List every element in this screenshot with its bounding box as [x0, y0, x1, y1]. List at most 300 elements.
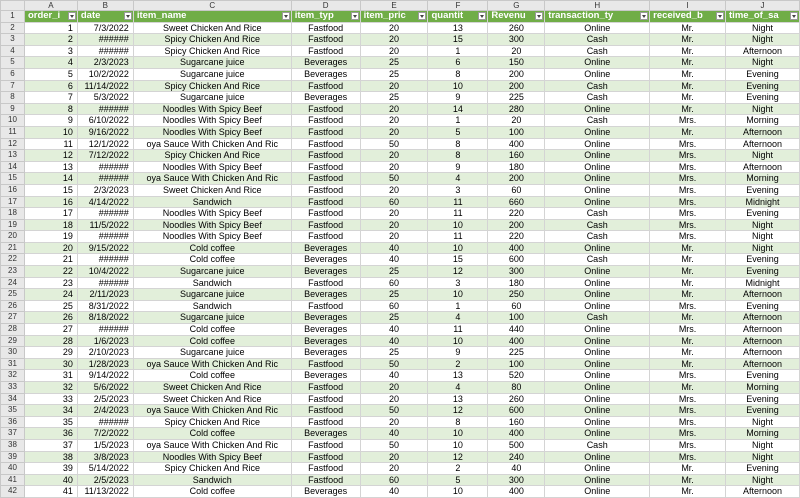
- quantity-cell[interactable]: 4: [428, 312, 488, 324]
- quantity-cell[interactable]: 9: [428, 161, 488, 173]
- quantity-cell[interactable]: 2: [428, 358, 488, 370]
- quantity-cell[interactable]: 3: [428, 184, 488, 196]
- item-price-cell[interactable]: 60: [360, 300, 428, 312]
- quantity-cell[interactable]: 1: [428, 115, 488, 127]
- row-number[interactable]: 6: [1, 68, 25, 80]
- time-of-sale-cell[interactable]: Morning: [726, 115, 800, 127]
- received-by-cell[interactable]: Mrs.: [650, 451, 726, 463]
- order-id-cell[interactable]: 5: [24, 68, 77, 80]
- column-letter[interactable]: G: [488, 1, 545, 11]
- transaction-type-cell[interactable]: Online: [545, 393, 650, 405]
- quantity-cell[interactable]: 11: [428, 324, 488, 336]
- time-of-sale-cell[interactable]: Evening: [726, 463, 800, 475]
- revenue-cell[interactable]: 200: [488, 80, 545, 92]
- time-of-sale-cell[interactable]: Evening: [726, 208, 800, 220]
- column-letter[interactable]: J: [726, 1, 800, 11]
- item-price-cell[interactable]: 50: [360, 439, 428, 451]
- item-type-cell[interactable]: Fastfood: [291, 80, 360, 92]
- header-cell[interactable]: [545, 11, 650, 23]
- item-type-cell[interactable]: Fastfood: [291, 231, 360, 243]
- time-of-sale-cell[interactable]: Night: [726, 34, 800, 46]
- received-by-cell[interactable]: Mr.: [650, 242, 726, 254]
- item-price-cell[interactable]: 40: [360, 254, 428, 266]
- row-number[interactable]: 37: [1, 428, 25, 440]
- header-cell[interactable]: [726, 11, 800, 23]
- row-number[interactable]: 2: [1, 22, 25, 34]
- time-of-sale-cell[interactable]: Night: [726, 57, 800, 69]
- item-name-cell[interactable]: Noodles With Spicy Beef: [133, 161, 291, 173]
- date-cell[interactable]: 2/4/2023: [77, 405, 133, 417]
- transaction-type-cell[interactable]: Online: [545, 138, 650, 150]
- date-cell[interactable]: 2/5/2023: [77, 393, 133, 405]
- filter-dropdown-icon[interactable]: [124, 12, 132, 20]
- item-name-cell[interactable]: Noodles With Spicy Beef: [133, 126, 291, 138]
- row-number[interactable]: 30: [1, 347, 25, 359]
- row-number[interactable]: 4: [1, 45, 25, 57]
- date-cell[interactable]: ######: [77, 324, 133, 336]
- item-price-cell[interactable]: 25: [360, 92, 428, 104]
- transaction-type-cell[interactable]: Online: [545, 463, 650, 475]
- received-by-cell[interactable]: Mr.: [650, 382, 726, 394]
- transaction-type-cell[interactable]: Online: [545, 161, 650, 173]
- revenue-cell[interactable]: 440: [488, 324, 545, 336]
- revenue-cell[interactable]: 400: [488, 486, 545, 498]
- item-name-cell[interactable]: Sugarcane juice: [133, 68, 291, 80]
- column-letter[interactable]: D: [291, 1, 360, 11]
- date-cell[interactable]: 2/5/2023: [77, 474, 133, 486]
- item-name-cell[interactable]: oya Sauce With Chicken And Ric: [133, 358, 291, 370]
- quantity-cell[interactable]: 10: [428, 439, 488, 451]
- quantity-cell[interactable]: 10: [428, 335, 488, 347]
- order-id-cell[interactable]: 33: [24, 393, 77, 405]
- order-id-cell[interactable]: 2: [24, 34, 77, 46]
- transaction-type-cell[interactable]: Online: [545, 242, 650, 254]
- received-by-cell[interactable]: Mrs.: [650, 196, 726, 208]
- item-price-cell[interactable]: 25: [360, 266, 428, 278]
- quantity-cell[interactable]: 3: [428, 277, 488, 289]
- item-price-cell[interactable]: 20: [360, 22, 428, 34]
- time-of-sale-cell[interactable]: Evening: [726, 68, 800, 80]
- date-cell[interactable]: ######: [77, 231, 133, 243]
- quantity-cell[interactable]: 10: [428, 219, 488, 231]
- received-by-cell[interactable]: Mr.: [650, 463, 726, 475]
- received-by-cell[interactable]: Mr.: [650, 289, 726, 301]
- row-number[interactable]: 17: [1, 196, 25, 208]
- quantity-cell[interactable]: 9: [428, 347, 488, 359]
- date-cell[interactable]: 3/8/2023: [77, 451, 133, 463]
- header-cell[interactable]: [650, 11, 726, 23]
- date-cell[interactable]: ######: [77, 161, 133, 173]
- column-letter[interactable]: F: [428, 1, 488, 11]
- revenue-cell[interactable]: 300: [488, 474, 545, 486]
- received-by-cell[interactable]: Mrs.: [650, 416, 726, 428]
- date-cell[interactable]: 8/31/2022: [77, 300, 133, 312]
- transaction-type-cell[interactable]: Cash: [545, 80, 650, 92]
- quantity-cell[interactable]: 8: [428, 150, 488, 162]
- date-cell[interactable]: 4/14/2022: [77, 196, 133, 208]
- date-cell[interactable]: 11/14/2022: [77, 80, 133, 92]
- received-by-cell[interactable]: Mrs.: [650, 428, 726, 440]
- received-by-cell[interactable]: Mrs.: [650, 219, 726, 231]
- received-by-cell[interactable]: Mrs.: [650, 150, 726, 162]
- time-of-sale-cell[interactable]: Afternoon: [726, 486, 800, 498]
- item-price-cell[interactable]: 20: [360, 184, 428, 196]
- transaction-type-cell[interactable]: Online: [545, 126, 650, 138]
- row-number[interactable]: 32: [1, 370, 25, 382]
- order-id-cell[interactable]: 23: [24, 277, 77, 289]
- revenue-cell[interactable]: 160: [488, 416, 545, 428]
- item-price-cell[interactable]: 20: [360, 416, 428, 428]
- row-number[interactable]: 42: [1, 486, 25, 498]
- quantity-cell[interactable]: 1: [428, 45, 488, 57]
- received-by-cell[interactable]: Mrs.: [650, 184, 726, 196]
- header-cell[interactable]: [291, 11, 360, 23]
- item-name-cell[interactable]: Sandwich: [133, 277, 291, 289]
- time-of-sale-cell[interactable]: Night: [726, 451, 800, 463]
- transaction-type-cell[interactable]: Online: [545, 324, 650, 336]
- revenue-cell[interactable]: 220: [488, 231, 545, 243]
- item-price-cell[interactable]: 40: [360, 486, 428, 498]
- quantity-cell[interactable]: 13: [428, 370, 488, 382]
- transaction-type-cell[interactable]: Cash: [545, 34, 650, 46]
- header-cell[interactable]: [24, 11, 77, 23]
- transaction-type-cell[interactable]: Online: [545, 266, 650, 278]
- received-by-cell[interactable]: Mr.: [650, 358, 726, 370]
- quantity-cell[interactable]: 12: [428, 266, 488, 278]
- revenue-cell[interactable]: 240: [488, 451, 545, 463]
- order-id-cell[interactable]: 15: [24, 184, 77, 196]
- revenue-cell[interactable]: 150: [488, 57, 545, 69]
- transaction-type-cell[interactable]: Online: [545, 300, 650, 312]
- row-number[interactable]: 34: [1, 393, 25, 405]
- date-cell[interactable]: 9/16/2022: [77, 126, 133, 138]
- item-price-cell[interactable]: 60: [360, 474, 428, 486]
- time-of-sale-cell[interactable]: Afternoon: [726, 138, 800, 150]
- item-type-cell[interactable]: Fastfood: [291, 300, 360, 312]
- transaction-type-cell[interactable]: Online: [545, 277, 650, 289]
- quantity-cell[interactable]: 8: [428, 68, 488, 80]
- time-of-sale-cell[interactable]: Afternoon: [726, 324, 800, 336]
- item-type-cell[interactable]: Fastfood: [291, 161, 360, 173]
- column-letter[interactable]: C: [133, 1, 291, 11]
- filter-dropdown-icon[interactable]: [68, 12, 76, 20]
- time-of-sale-cell[interactable]: Evening: [726, 254, 800, 266]
- item-name-cell[interactable]: oya Sauce With Chicken And Ric: [133, 173, 291, 185]
- header-cell[interactable]: [133, 11, 291, 23]
- header-cell[interactable]: [77, 11, 133, 23]
- transaction-type-cell[interactable]: Online: [545, 347, 650, 359]
- item-price-cell[interactable]: 40: [360, 370, 428, 382]
- received-by-cell[interactable]: Mr.: [650, 57, 726, 69]
- item-price-cell[interactable]: 50: [360, 173, 428, 185]
- item-name-cell[interactable]: Spicy Chicken And Rice: [133, 463, 291, 475]
- item-name-cell[interactable]: Sandwich: [133, 300, 291, 312]
- item-price-cell[interactable]: 50: [360, 358, 428, 370]
- transaction-type-cell[interactable]: Online: [545, 335, 650, 347]
- item-price-cell[interactable]: 25: [360, 57, 428, 69]
- received-by-cell[interactable]: Mr.: [650, 34, 726, 46]
- date-cell[interactable]: 2/11/2023: [77, 289, 133, 301]
- item-type-cell[interactable]: Beverages: [291, 254, 360, 266]
- order-id-cell[interactable]: 34: [24, 405, 77, 417]
- quantity-cell[interactable]: 9: [428, 92, 488, 104]
- row-number[interactable]: 15: [1, 173, 25, 185]
- order-id-cell[interactable]: 10: [24, 126, 77, 138]
- item-name-cell[interactable]: Spicy Chicken And Rice: [133, 80, 291, 92]
- transaction-type-cell[interactable]: Cash: [545, 208, 650, 220]
- transaction-type-cell[interactable]: Online: [545, 22, 650, 34]
- item-name-cell[interactable]: Sweet Chicken And Rice: [133, 22, 291, 34]
- revenue-cell[interactable]: 500: [488, 439, 545, 451]
- order-id-cell[interactable]: 9: [24, 115, 77, 127]
- row-number[interactable]: 29: [1, 335, 25, 347]
- received-by-cell[interactable]: Mr.: [650, 486, 726, 498]
- item-name-cell[interactable]: Sweet Chicken And Rice: [133, 184, 291, 196]
- item-name-cell[interactable]: oya Sauce With Chicken And Ric: [133, 138, 291, 150]
- time-of-sale-cell[interactable]: Night: [726, 231, 800, 243]
- date-cell[interactable]: 7/3/2022: [77, 22, 133, 34]
- revenue-cell[interactable]: 180: [488, 161, 545, 173]
- row-number[interactable]: 26: [1, 300, 25, 312]
- select-all-corner[interactable]: [1, 1, 25, 11]
- item-price-cell[interactable]: 20: [360, 463, 428, 475]
- order-id-cell[interactable]: 8: [24, 103, 77, 115]
- time-of-sale-cell[interactable]: Morning: [726, 382, 800, 394]
- item-name-cell[interactable]: Sugarcane juice: [133, 312, 291, 324]
- row-number[interactable]: 1: [1, 11, 25, 23]
- time-of-sale-cell[interactable]: Afternoon: [726, 45, 800, 57]
- received-by-cell[interactable]: Mrs.: [650, 300, 726, 312]
- revenue-cell[interactable]: 225: [488, 92, 545, 104]
- order-id-cell[interactable]: 40: [24, 474, 77, 486]
- received-by-cell[interactable]: Mrs.: [650, 405, 726, 417]
- item-type-cell[interactable]: Fastfood: [291, 45, 360, 57]
- item-price-cell[interactable]: 60: [360, 196, 428, 208]
- time-of-sale-cell[interactable]: Night: [726, 416, 800, 428]
- transaction-type-cell[interactable]: Online: [545, 474, 650, 486]
- date-cell[interactable]: 11/13/2022: [77, 486, 133, 498]
- filter-dropdown-icon[interactable]: [282, 12, 290, 20]
- time-of-sale-cell[interactable]: Evening: [726, 184, 800, 196]
- filter-dropdown-icon[interactable]: [478, 12, 486, 20]
- revenue-cell[interactable]: 280: [488, 103, 545, 115]
- revenue-cell[interactable]: 100: [488, 126, 545, 138]
- item-price-cell[interactable]: 20: [360, 126, 428, 138]
- quantity-cell[interactable]: 15: [428, 254, 488, 266]
- transaction-type-cell[interactable]: Cash: [545, 439, 650, 451]
- order-id-cell[interactable]: 11: [24, 138, 77, 150]
- item-type-cell[interactable]: Fastfood: [291, 103, 360, 115]
- time-of-sale-cell[interactable]: Afternoon: [726, 358, 800, 370]
- item-price-cell[interactable]: 20: [360, 34, 428, 46]
- received-by-cell[interactable]: Mrs.: [650, 370, 726, 382]
- revenue-cell[interactable]: 180: [488, 277, 545, 289]
- time-of-sale-cell[interactable]: Night: [726, 103, 800, 115]
- item-name-cell[interactable]: Sugarcane juice: [133, 57, 291, 69]
- item-price-cell[interactable]: 25: [360, 68, 428, 80]
- order-id-cell[interactable]: 39: [24, 463, 77, 475]
- row-number[interactable]: 13: [1, 150, 25, 162]
- received-by-cell[interactable]: Mrs.: [650, 138, 726, 150]
- quantity-cell[interactable]: 5: [428, 126, 488, 138]
- date-cell[interactable]: ######: [77, 277, 133, 289]
- quantity-cell[interactable]: 13: [428, 393, 488, 405]
- item-price-cell[interactable]: 50: [360, 405, 428, 417]
- date-cell[interactable]: 1/6/2023: [77, 335, 133, 347]
- item-type-cell[interactable]: Beverages: [291, 335, 360, 347]
- time-of-sale-cell[interactable]: Night: [726, 242, 800, 254]
- time-of-sale-cell[interactable]: Afternoon: [726, 335, 800, 347]
- time-of-sale-cell[interactable]: Night: [726, 439, 800, 451]
- item-type-cell[interactable]: Beverages: [291, 289, 360, 301]
- order-id-cell[interactable]: 20: [24, 242, 77, 254]
- time-of-sale-cell[interactable]: Evening: [726, 370, 800, 382]
- time-of-sale-cell[interactable]: Evening: [726, 393, 800, 405]
- transaction-type-cell[interactable]: Online: [545, 428, 650, 440]
- transaction-type-cell[interactable]: Online: [545, 173, 650, 185]
- item-name-cell[interactable]: Sugarcane juice: [133, 289, 291, 301]
- received-by-cell[interactable]: Mr.: [650, 92, 726, 104]
- transaction-type-cell[interactable]: Cash: [545, 312, 650, 324]
- quantity-cell[interactable]: 8: [428, 416, 488, 428]
- quantity-cell[interactable]: 14: [428, 103, 488, 115]
- item-type-cell[interactable]: Fastfood: [291, 405, 360, 417]
- item-name-cell[interactable]: Noodles With Spicy Beef: [133, 103, 291, 115]
- revenue-cell[interactable]: 660: [488, 196, 545, 208]
- order-id-cell[interactable]: 38: [24, 451, 77, 463]
- quantity-cell[interactable]: 11: [428, 196, 488, 208]
- time-of-sale-cell[interactable]: Afternoon: [726, 289, 800, 301]
- transaction-type-cell[interactable]: Online: [545, 486, 650, 498]
- row-number[interactable]: 11: [1, 126, 25, 138]
- order-id-cell[interactable]: 17: [24, 208, 77, 220]
- revenue-cell[interactable]: 250: [488, 289, 545, 301]
- date-cell[interactable]: 1/5/2023: [77, 439, 133, 451]
- received-by-cell[interactable]: Mrs.: [650, 173, 726, 185]
- order-id-cell[interactable]: 37: [24, 439, 77, 451]
- revenue-cell[interactable]: 400: [488, 138, 545, 150]
- transaction-type-cell[interactable]: Cash: [545, 45, 650, 57]
- item-price-cell[interactable]: 20: [360, 161, 428, 173]
- date-cell[interactable]: 5/6/2022: [77, 382, 133, 394]
- revenue-cell[interactable]: 80: [488, 382, 545, 394]
- header-cell[interactable]: [488, 11, 545, 23]
- time-of-sale-cell[interactable]: Evening: [726, 405, 800, 417]
- order-id-cell[interactable]: 13: [24, 161, 77, 173]
- time-of-sale-cell[interactable]: Night: [726, 22, 800, 34]
- received-by-cell[interactable]: Mr.: [650, 68, 726, 80]
- time-of-sale-cell[interactable]: Midnight: [726, 277, 800, 289]
- order-id-cell[interactable]: 7: [24, 92, 77, 104]
- transaction-type-cell[interactable]: Online: [545, 196, 650, 208]
- transaction-type-cell[interactable]: Online: [545, 68, 650, 80]
- item-type-cell[interactable]: Fastfood: [291, 138, 360, 150]
- item-price-cell[interactable]: 20: [360, 393, 428, 405]
- item-name-cell[interactable]: Cold coffee: [133, 486, 291, 498]
- date-cell[interactable]: ######: [77, 416, 133, 428]
- received-by-cell[interactable]: Mr.: [650, 80, 726, 92]
- item-price-cell[interactable]: 20: [360, 208, 428, 220]
- item-type-cell[interactable]: Fastfood: [291, 173, 360, 185]
- received-by-cell[interactable]: Mrs.: [650, 324, 726, 336]
- order-id-cell[interactable]: 4: [24, 57, 77, 69]
- time-of-sale-cell[interactable]: Afternoon: [726, 126, 800, 138]
- transaction-type-cell[interactable]: Online: [545, 416, 650, 428]
- row-number[interactable]: 18: [1, 208, 25, 220]
- received-by-cell[interactable]: Mrs.: [650, 115, 726, 127]
- revenue-cell[interactable]: 300: [488, 34, 545, 46]
- date-cell[interactable]: 9/14/2022: [77, 370, 133, 382]
- item-name-cell[interactable]: Cold coffee: [133, 370, 291, 382]
- order-id-cell[interactable]: 25: [24, 300, 77, 312]
- date-cell[interactable]: 2/3/2023: [77, 184, 133, 196]
- order-id-cell[interactable]: 35: [24, 416, 77, 428]
- item-price-cell[interactable]: 40: [360, 242, 428, 254]
- item-type-cell[interactable]: Beverages: [291, 347, 360, 359]
- received-by-cell[interactable]: Mr.: [650, 474, 726, 486]
- transaction-type-cell[interactable]: Online: [545, 405, 650, 417]
- row-number[interactable]: 22: [1, 254, 25, 266]
- quantity-cell[interactable]: 10: [428, 428, 488, 440]
- item-price-cell[interactable]: 20: [360, 219, 428, 231]
- item-type-cell[interactable]: Fastfood: [291, 416, 360, 428]
- order-id-cell[interactable]: 29: [24, 347, 77, 359]
- date-cell[interactable]: 10/2/2022: [77, 68, 133, 80]
- row-number[interactable]: 12: [1, 138, 25, 150]
- item-type-cell[interactable]: Beverages: [291, 370, 360, 382]
- revenue-cell[interactable]: 200: [488, 173, 545, 185]
- item-name-cell[interactable]: Sugarcane juice: [133, 266, 291, 278]
- date-cell[interactable]: 11/5/2022: [77, 219, 133, 231]
- order-id-cell[interactable]: 24: [24, 289, 77, 301]
- date-cell[interactable]: ######: [77, 103, 133, 115]
- item-price-cell[interactable]: 20: [360, 45, 428, 57]
- row-number[interactable]: 7: [1, 80, 25, 92]
- date-cell[interactable]: 7/2/2022: [77, 428, 133, 440]
- item-price-cell[interactable]: 25: [360, 289, 428, 301]
- revenue-cell[interactable]: 100: [488, 358, 545, 370]
- order-id-cell[interactable]: 32: [24, 382, 77, 394]
- order-id-cell[interactable]: 16: [24, 196, 77, 208]
- date-cell[interactable]: 2/3/2023: [77, 57, 133, 69]
- row-number[interactable]: 35: [1, 405, 25, 417]
- item-price-cell[interactable]: 20: [360, 115, 428, 127]
- item-name-cell[interactable]: Sweet Chicken And Rice: [133, 382, 291, 394]
- column-letter[interactable]: I: [650, 1, 726, 11]
- quantity-cell[interactable]: 6: [428, 57, 488, 69]
- order-id-cell[interactable]: 27: [24, 324, 77, 336]
- received-by-cell[interactable]: Mrs.: [650, 208, 726, 220]
- transaction-type-cell[interactable]: Online: [545, 358, 650, 370]
- item-name-cell[interactable]: Sweet Chicken And Rice: [133, 393, 291, 405]
- received-by-cell[interactable]: Mrs.: [650, 161, 726, 173]
- item-price-cell[interactable]: 20: [360, 451, 428, 463]
- order-id-cell[interactable]: 6: [24, 80, 77, 92]
- revenue-cell[interactable]: 400: [488, 428, 545, 440]
- row-number[interactable]: 24: [1, 277, 25, 289]
- item-type-cell[interactable]: Fastfood: [291, 277, 360, 289]
- item-name-cell[interactable]: Sugarcane juice: [133, 92, 291, 104]
- filter-dropdown-icon[interactable]: [535, 12, 543, 20]
- row-number[interactable]: 9: [1, 103, 25, 115]
- date-cell[interactable]: 7/12/2022: [77, 150, 133, 162]
- item-price-cell[interactable]: 25: [360, 312, 428, 324]
- item-name-cell[interactable]: Noodles With Spicy Beef: [133, 208, 291, 220]
- received-by-cell[interactable]: Mr.: [650, 312, 726, 324]
- item-name-cell[interactable]: Noodles With Spicy Beef: [133, 451, 291, 463]
- quantity-cell[interactable]: 10: [428, 289, 488, 301]
- item-type-cell[interactable]: Fastfood: [291, 219, 360, 231]
